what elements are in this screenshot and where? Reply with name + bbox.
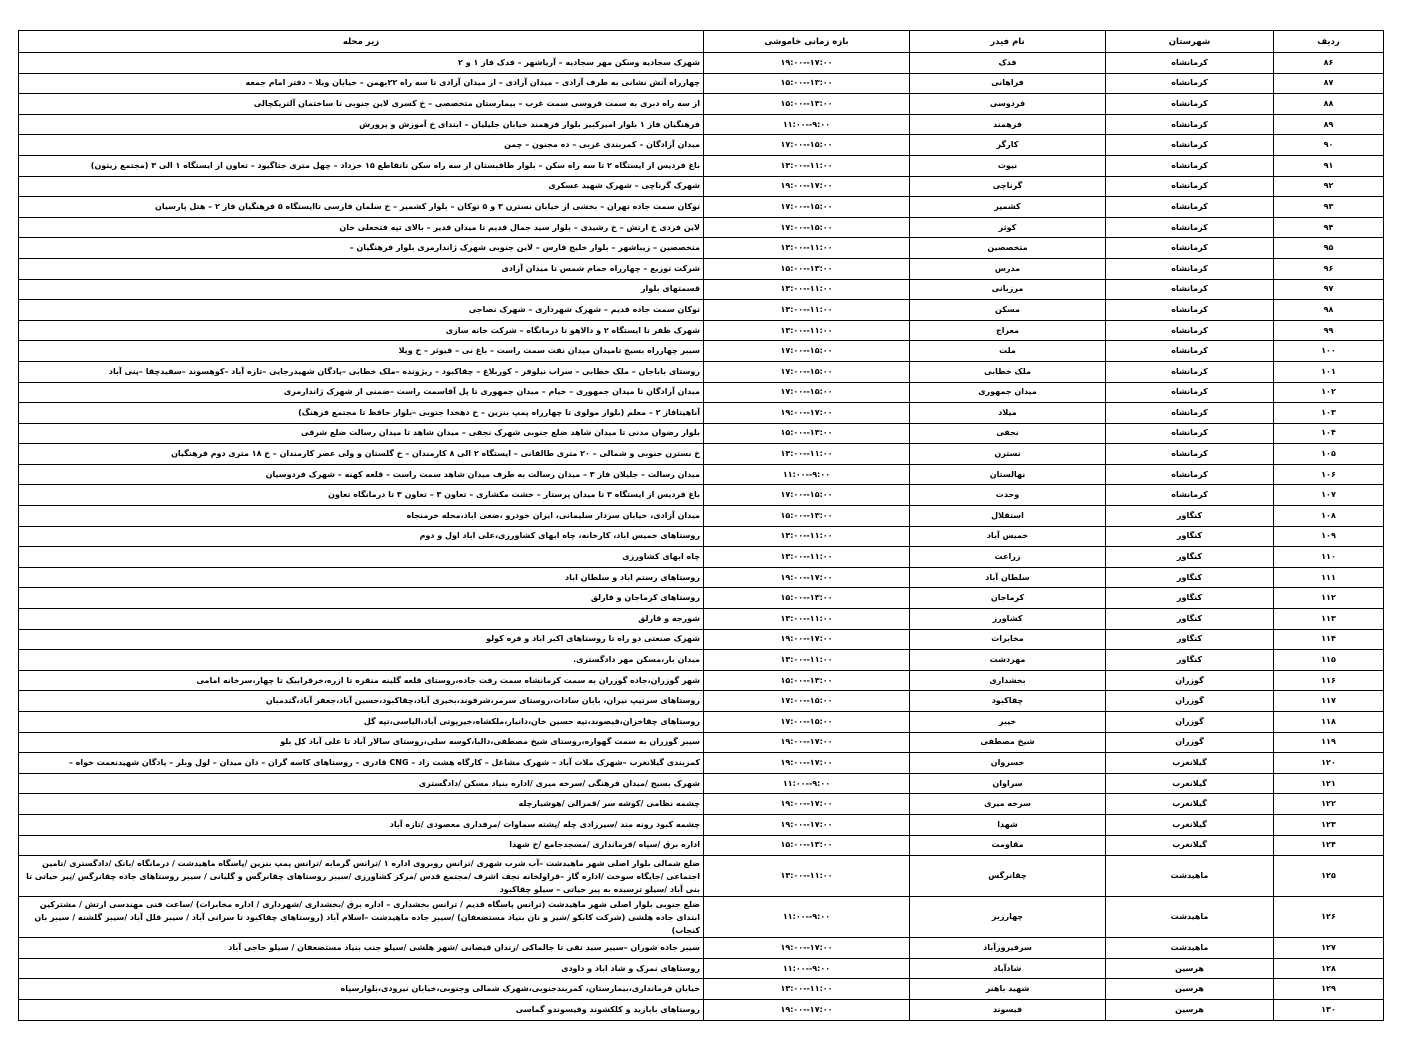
time-range-cell: ۱۹:۰۰--۱۷:۰۰ <box>704 732 910 753</box>
city-cell: کرمانشاه <box>1106 155 1274 176</box>
time-range-cell: ۱۱:۰۰--۹:۰۰ <box>704 464 910 485</box>
city-cell: کرمانشاه <box>1106 444 1274 465</box>
area-cell: سیبر جاده شوران –سیبر سید تقی تا جالماکی /زندان قیصانی /شهر هلشی /سیلو جنب بنیاد مستضعفان / سیلو حاجی آباد <box>19 938 704 959</box>
area-cell: روستاهای بابازید و کلکشوند وفیسوندو گماسی <box>19 999 704 1020</box>
time-range-cell: ۱۷:۰۰--۱۵:۰۰ <box>704 135 910 156</box>
feeder-cell: گرناچی <box>910 176 1106 197</box>
feeder-cell: زراعت <box>910 547 1106 568</box>
row-number-cell: ۹۷ <box>1274 279 1384 300</box>
row-number-cell: ۱۱۹ <box>1274 732 1384 753</box>
row-number-cell: ۱۲۰ <box>1274 753 1384 774</box>
row-number-cell: ۱۲۱ <box>1274 773 1384 794</box>
city-cell: کرمانشاه <box>1106 94 1274 115</box>
time-range-cell: ۱۳:۰۰--۱۱:۰۰ <box>704 444 910 465</box>
time-range-cell: ۱۵:۰۰--۱۳:۰۰ <box>704 506 910 527</box>
row-number-cell: ۹۱ <box>1274 155 1384 176</box>
feeder-cell: خسروان <box>910 753 1106 774</box>
table-row <box>19 464 1384 485</box>
row-number-cell: ۱۲۸ <box>1274 958 1384 979</box>
feeder-cell: سرخه میری <box>910 794 1106 815</box>
row-number-cell: ۸۸ <box>1274 94 1384 115</box>
row-number-cell: ۱۰۱ <box>1274 361 1384 382</box>
table-row <box>19 938 1384 959</box>
feeder-cell: فرهمند <box>910 114 1106 135</box>
area-cell: آناهیتافاز ۲ – معلم (بلوار مولوی تا چهارراه پمپ بنزین – خ دهخدا جنوبی –بلوار حافظ تا مجتمع فرهنگ) <box>19 403 704 424</box>
row-number-cell: ۸۹ <box>1274 114 1384 135</box>
table-row <box>19 320 1384 341</box>
city-cell: گوزران <box>1106 732 1274 753</box>
feeder-cell: کشمیر <box>910 197 1106 218</box>
time-range-cell: ۱۳:۰۰--۱۱:۰۰ <box>704 238 910 259</box>
time-range-cell: ۱۵:۰۰--۱۳:۰۰ <box>704 835 910 856</box>
feeder-cell: میدان جمهوری <box>910 382 1106 403</box>
row-number-cell: ۹۵ <box>1274 238 1384 259</box>
time-range-cell: ۱۵:۰۰--۱۳:۰۰ <box>704 73 910 94</box>
table-row <box>19 382 1384 403</box>
time-range-cell: ۱۳:۰۰--۱۱:۰۰ <box>704 609 910 630</box>
row-number-cell: ۱۲۵ <box>1274 856 1384 897</box>
area-cell: روستاهای خمیس اباد، کارخانه، چاه ابهای کشاورزی،علی اباد اول و دوم <box>19 526 704 547</box>
area-cell: توکان سمت جاده تهران – بخشی از خیابان نسترن ۳ و ۵ توکان – بلوار کشمیر – خ سلمان فارسی تاایستگاه ۵ فرهنگیان فاز ۲ – هتل پارسیان <box>19 197 704 218</box>
row-number-cell: ۱۱۳ <box>1274 609 1384 630</box>
time-range-cell: ۱۷:۰۰--۱۵:۰۰ <box>704 361 910 382</box>
time-range-cell: ۱۷:۰۰--۱۵:۰۰ <box>704 712 910 733</box>
city-cell: کرمانشاه <box>1106 403 1274 424</box>
header-city: شهرستان <box>1106 31 1274 53</box>
table-row <box>19 238 1384 259</box>
feeder-cell: مدرس <box>910 258 1106 279</box>
city-cell: گیلانغرب <box>1106 794 1274 815</box>
city-cell: کرمانشاه <box>1106 238 1274 259</box>
area-cell: فرهنگیان فاز ۱ بلوار امیرکبیر بلوار فرهمند خیابان جلیلیان – ابتدای خ آموزش و پرورش <box>19 114 704 135</box>
city-cell: کرمانشاه <box>1106 300 1274 321</box>
table-row <box>19 485 1384 506</box>
table-row <box>19 567 1384 588</box>
row-number-cell: ۱۰۶ <box>1274 464 1384 485</box>
time-range-cell: ۱۹:۰۰--۱۷:۰۰ <box>704 53 910 74</box>
city-cell: کرمانشاه <box>1106 361 1274 382</box>
row-number-cell: ۹۸ <box>1274 300 1384 321</box>
row-number-cell: ۱۱۸ <box>1274 712 1384 733</box>
city-cell: کنگاور <box>1106 609 1274 630</box>
table-row <box>19 979 1384 1000</box>
area-cell: خ نسترن جنوبی و شمالی – ۲۰ متری طالقانی – ایستگاه ۲ الی ۸ کارمندان – خ گلستان و ولی عصر کارمندان – خ ۱۸ متری دوم فرهنگیان <box>19 444 704 465</box>
feeder-cell: فردوسی <box>910 94 1106 115</box>
feeder-cell: فراهانی <box>910 73 1106 94</box>
table-row <box>19 712 1384 733</box>
city-cell: کنگاور <box>1106 567 1274 588</box>
header-time: بازه زمانی خاموشی <box>704 31 910 53</box>
area-cell: شهرک ظفر تا ایستگاه ۲ و دالاهو تا درمانگاه – شرکت خانه سازی <box>19 320 704 341</box>
city-cell: کرمانشاه <box>1106 197 1274 218</box>
area-cell: باغ فردیس از ایستگاه ۲ تا سه راه سکن – بلوار طاقبستان از سه راه سکن تاتقاطع ۱۵ خرداد – چهل متری جتاگیود – تعاون از ایستگاه ۱ الی ۳ (مجتمع زیتون) <box>19 155 704 176</box>
city-cell: کرمانشاه <box>1106 53 1274 74</box>
time-range-cell: ۱۵:۰۰--۱۳:۰۰ <box>704 258 910 279</box>
time-range-cell: ۱۹:۰۰--۱۷:۰۰ <box>704 938 910 959</box>
outage-schedule-sheet <box>18 30 1384 1021</box>
area-cell: شرکت توزیع – چهارراه حمام شمس تا میدان آزادی <box>19 258 704 279</box>
city-cell: کنگاور <box>1106 650 1274 671</box>
row-number-cell: ۱۰۷ <box>1274 485 1384 506</box>
row-number-cell: ۱۲۷ <box>1274 938 1384 959</box>
row-number-cell: ۱۲۳ <box>1274 814 1384 835</box>
table-row <box>19 958 1384 979</box>
row-number-cell: ۱۰۲ <box>1274 382 1384 403</box>
table-row <box>19 197 1384 218</box>
feeder-cell: مقاومت <box>910 835 1106 856</box>
table-row <box>19 856 1384 897</box>
row-number-cell: ۱۱۶ <box>1274 670 1384 691</box>
city-cell: کرمانشاه <box>1106 279 1274 300</box>
feeder-cell: سلطان آباد <box>910 567 1106 588</box>
time-range-cell: ۱۷:۰۰--۱۵:۰۰ <box>704 382 910 403</box>
time-range-cell: ۱۹:۰۰--۱۷:۰۰ <box>704 753 910 774</box>
city-cell: کنگاور <box>1106 506 1274 527</box>
table-row <box>19 814 1384 835</box>
city-cell: هرسین <box>1106 999 1274 1020</box>
feeder-cell: خیبر <box>910 712 1106 733</box>
table-row <box>19 547 1384 568</box>
header-feeder: نام فیدر <box>910 31 1106 53</box>
feeder-cell: بخشداری <box>910 670 1106 691</box>
table-row <box>19 53 1384 74</box>
table-row <box>19 114 1384 135</box>
area-cell: سیبر گوزران به سمت گهواره،روستای شیخ مصطفی،دالبا،کوسه سلی،روستای سالار آباد تا علی آباد کل بلو <box>19 732 704 753</box>
feeder-cell: چقاکبود <box>910 691 1106 712</box>
feeder-cell: سرفیروزآباد <box>910 938 1106 959</box>
area-cell: بلوار رضوان مدنی تا میدان شاهد ضلع جنوبی شهرک نجفی – میدان شاهد تا میدان رسالت ضلع شرقی <box>19 423 704 444</box>
row-number-cell: ۱۲۲ <box>1274 794 1384 815</box>
time-range-cell: ۱۷:۰۰--۱۵:۰۰ <box>704 341 910 362</box>
row-number-cell: ۱۲۴ <box>1274 835 1384 856</box>
area-cell: توکان سمت جاده قدیم – شهرک شهرداری – شهرک نصاجی <box>19 300 704 321</box>
area-cell: قسمتهای بلوار <box>19 279 704 300</box>
row-number-cell: ۹۰ <box>1274 135 1384 156</box>
area-cell: کمربندی گیلانغرب –شهرک ملات آباد – شهرک مشاغل – کارگاه هشت زاد – CNG قادری – روستاهای کاسه گران – دان میدان – لول وبلر – پادگان شهیدنعمت خواه – <box>19 753 704 774</box>
city-cell: کرمانشاه <box>1106 258 1274 279</box>
table-row <box>19 403 1384 424</box>
area-cell: میدان آزادگان تا میدان جمهوری – خیام – میدان جمهوری تا پل آقاسمت راست –ضمنی از شهرک ژاندارمری <box>19 382 704 403</box>
feeder-cell: کرماجان <box>910 588 1106 609</box>
feeder-cell: ملک خطابی <box>910 361 1106 382</box>
row-number-cell: ۱۰۵ <box>1274 444 1384 465</box>
row-number-cell: ۱۱۴ <box>1274 629 1384 650</box>
area-cell: میدان آزادگان – کمربندی غربی – ده مجنون – چمن <box>19 135 704 156</box>
feeder-cell: نجفی <box>910 423 1106 444</box>
table-row <box>19 176 1384 197</box>
feeder-cell: استقلال <box>910 506 1106 527</box>
city-cell: گوزران <box>1106 670 1274 691</box>
feeder-cell: کوثر <box>910 217 1106 238</box>
area-cell: چهارراه آتش نشانی به طرف آزادی – میدان آزادی – از میدان آزادی تا سه راه ۲۲بهمن – خیابان ویلا – دفتر امام جمعه <box>19 73 704 94</box>
area-cell: شهرک بسیج /میدان فرهنگی /سرخه میری /اداره بنیاد مسکن /دادگستری <box>19 773 704 794</box>
city-cell: کرمانشاه <box>1106 485 1274 506</box>
time-range-cell: ۱۹:۰۰--۱۷:۰۰ <box>704 794 910 815</box>
city-cell: کرمانشاه <box>1106 217 1274 238</box>
row-number-cell: ۱۰۸ <box>1274 506 1384 527</box>
row-number-cell: ۹۴ <box>1274 217 1384 238</box>
time-range-cell: ۱۵:۰۰--۱۳:۰۰ <box>704 670 910 691</box>
time-range-cell: ۱۳:۰۰--۱۱:۰۰ <box>704 650 910 671</box>
table-row <box>19 835 1384 856</box>
area-cell: شورجه و قارلق <box>19 609 704 630</box>
area-cell: روستاهای کرماجان و قارلق <box>19 588 704 609</box>
table-row <box>19 444 1384 465</box>
area-cell: اداره برق /سپاه /فرمانداری /مسجدجامع /خ شهدا <box>19 835 704 856</box>
area-cell: روستای باباجان – ملک خطابی – سراب نیلوفر – کوربلاغ – چقاکبود – ریژونده –ملک خطابی –پادگان شهیدرجایی –تازه آباد –کوهسوند –سفیدچقا –پنی آباد <box>19 361 704 382</box>
city-cell: کنگاور <box>1106 526 1274 547</box>
feeder-cell: میلاد <box>910 403 1106 424</box>
feeder-cell: مسکن <box>910 300 1106 321</box>
feeder-cell: نهالستان <box>910 464 1106 485</box>
time-range-cell: ۱۱:۰۰--۹:۰۰ <box>704 958 910 979</box>
table-row <box>19 526 1384 547</box>
area-cell: چاه ابهای کشاورزی <box>19 547 704 568</box>
time-range-cell: ۱۳:۰۰--۱۱:۰۰ <box>704 155 910 176</box>
time-range-cell: ۱۵:۰۰--۱۳:۰۰ <box>704 94 910 115</box>
city-cell: گوزران <box>1106 712 1274 733</box>
city-cell: کرمانشاه <box>1106 423 1274 444</box>
city-cell: ماهیدشت <box>1106 897 1274 938</box>
city-cell: کرمانشاه <box>1106 73 1274 94</box>
feeder-cell: شهید باهنر <box>910 979 1106 1000</box>
time-range-cell: ۱۵:۰۰--۱۳:۰۰ <box>704 423 910 444</box>
feeder-cell: متخصصین <box>910 238 1106 259</box>
area-cell: خیابان فرمانداری،بیمارستان، کمربندجنوبی،شهرک شمالی وجنوبی،خیابان نیرودی،بلوارسپاه <box>19 979 704 1000</box>
table-row <box>19 155 1384 176</box>
table-body <box>19 53 1384 1021</box>
row-number-cell: ۹۹ <box>1274 320 1384 341</box>
area-cell: روستاهای چقاخزان،قیصوند،تپه حسین خان،دانیار،ملکشاه،خیرپوتی آباد،الیاسی،تپه گل <box>19 712 704 733</box>
area-cell: شهرک صنعتی دو راه تا روستاهای اکبر اباد و فره کولو <box>19 629 704 650</box>
row-number-cell: ۱۱۱ <box>1274 567 1384 588</box>
city-cell: گیلانغرب <box>1106 814 1274 835</box>
time-range-cell: ۱۱:۰۰--۹:۰۰ <box>704 897 910 938</box>
city-cell: کنگاور <box>1106 588 1274 609</box>
feeder-cell: شهدا <box>910 814 1106 835</box>
time-range-cell: ۱۱:۰۰--۹:۰۰ <box>704 773 910 794</box>
time-range-cell: ۱۳:۰۰--۱۱:۰۰ <box>704 547 910 568</box>
table-row <box>19 217 1384 238</box>
time-range-cell: ۱۳:۰۰--۱۱:۰۰ <box>704 979 910 1000</box>
city-cell: گیلانغرب <box>1106 835 1274 856</box>
row-number-cell: ۱۱۵ <box>1274 650 1384 671</box>
table-row <box>19 732 1384 753</box>
row-number-cell: ۱۰۳ <box>1274 403 1384 424</box>
row-number-cell: ۱۳۰ <box>1274 999 1384 1020</box>
city-cell: گیلانغرب <box>1106 753 1274 774</box>
row-number-cell: ۱۱۲ <box>1274 588 1384 609</box>
table-row <box>19 135 1384 156</box>
city-cell: کرمانشاه <box>1106 135 1274 156</box>
area-cell: چشمه کبود رونه مند /سیرزادی چله /پشته سماوات /مرفداری معصودی /تازه آباد <box>19 814 704 835</box>
feeder-cell: فیسوند <box>910 999 1106 1020</box>
table-row <box>19 300 1384 321</box>
city-cell: ماهیدشت <box>1106 938 1274 959</box>
time-range-cell: ۱۹:۰۰--۱۷:۰۰ <box>704 814 910 835</box>
area-cell: لاین فردی خ ارتش – خ رشیدی – بلوار سید جمال قدیم تا میدان قدیر – بالای تپه فتحعلی خان <box>19 217 704 238</box>
header-area: زیر محله <box>19 31 704 53</box>
feeder-cell: ملت <box>910 341 1106 362</box>
table-row <box>19 279 1384 300</box>
row-number-cell: ۹۲ <box>1274 176 1384 197</box>
area-cell: روستاهای رستم اباد و سلطان اباد <box>19 567 704 588</box>
area-cell: میدان بار،مسکن مهر دادگستری. <box>19 650 704 671</box>
table-row <box>19 999 1384 1020</box>
row-number-cell: ۹۶ <box>1274 258 1384 279</box>
area-cell: ضلع جنوبی بلوار اصلی شهر ماهیدشت (ترانس پاسگاه قدیم / ترانس بخشداری – اداره برق /بخشداری /شهرداری / اداره مخابرات) /ساعت فنی مهندسی ارتش / مشترکین ابتدای جاده هلشی (شرکت کابکو /شیر و نان بنیاد مستضعفان) /سیبر جاده ماهیدشت –اسلام آباد (روستاهای چقاکبود تا سرانی آباد / سیبر قلل آباد /سیبر گلشنه / سیبر بان کنجاب) <box>19 897 704 938</box>
time-range-cell: ۱۹:۰۰--۱۷:۰۰ <box>704 176 910 197</box>
city-cell: کنگاور <box>1106 629 1274 650</box>
row-number-cell: ۱۱۰ <box>1274 547 1384 568</box>
row-number-cell: ۱۰۰ <box>1274 341 1384 362</box>
city-cell: هرسین <box>1106 958 1274 979</box>
time-range-cell: ۱۹:۰۰--۱۷:۰۰ <box>704 629 910 650</box>
table-row <box>19 361 1384 382</box>
table-row <box>19 506 1384 527</box>
feeder-cell: معراج <box>910 320 1106 341</box>
table-row <box>19 773 1384 794</box>
area-cell: میدان رسالت – جلیلان فاز ۳ – میدان رسالت به طرف میدان شاهد سمت راست – قلعه کهنه – شهرک فردوسیان <box>19 464 704 485</box>
time-range-cell: ۱۳:۰۰--۱۱:۰۰ <box>704 320 910 341</box>
feeder-cell: مهردشت <box>910 650 1106 671</box>
feeder-cell: سراوان <box>910 773 1106 794</box>
area-cell: روستاهای سرتیپ نیران، بابان سادات،روستای سرمر،شرفوند،بخیری آباد،چقاکبود،حسین آباد،جعفر آباد،گندمبان <box>19 691 704 712</box>
city-cell: هرسین <box>1106 979 1274 1000</box>
city-cell: گیلانغرب <box>1106 773 1274 794</box>
table-row <box>19 94 1384 115</box>
table-row <box>19 753 1384 774</box>
row-number-cell: ۱۰۴ <box>1274 423 1384 444</box>
row-number-cell: ۱۲۶ <box>1274 897 1384 938</box>
city-cell: کرمانشاه <box>1106 464 1274 485</box>
area-cell: شهر گوزران،جاده گوزران به سمت کرمانشاه سمت رفت جاده،روستای قلعه گلینه منقره تا ازره،خرقرابیک تا چهار،سرخانه امامی <box>19 670 704 691</box>
table-row <box>19 691 1384 712</box>
feeder-cell: فدک <box>910 53 1106 74</box>
feeder-cell: مخابرات <box>910 629 1106 650</box>
time-range-cell: ۱۳:۰۰--۱۱:۰۰ <box>704 526 910 547</box>
time-range-cell: ۱۳:۰۰--۱۱:۰۰ <box>704 856 910 897</box>
city-cell: کنگاور <box>1106 547 1274 568</box>
table-row <box>19 650 1384 671</box>
table-row <box>19 423 1384 444</box>
feeder-cell: چقانرگس <box>910 856 1106 897</box>
time-range-cell: ۱۷:۰۰--۱۵:۰۰ <box>704 197 910 218</box>
time-range-cell: ۱۵:۰۰--۱۳:۰۰ <box>704 588 910 609</box>
table-row <box>19 588 1384 609</box>
city-cell: کرمانشاه <box>1106 176 1274 197</box>
time-range-cell: ۱۹:۰۰--۱۷:۰۰ <box>704 403 910 424</box>
city-cell: کرمانشاه <box>1106 382 1274 403</box>
feeder-cell: مرزبانی <box>910 279 1106 300</box>
feeder-cell: کارگر <box>910 135 1106 156</box>
table-row <box>19 897 1384 938</box>
table-row <box>19 629 1384 650</box>
time-range-cell: ۱۱:۰۰--۹:۰۰ <box>704 114 910 135</box>
row-number-cell: ۹۳ <box>1274 197 1384 218</box>
row-number-cell: ۱۱۷ <box>1274 691 1384 712</box>
time-range-cell: ۱۹:۰۰--۱۷:۰۰ <box>704 999 910 1020</box>
header-row-number: ردیف <box>1274 31 1384 53</box>
table-row <box>19 609 1384 630</box>
row-number-cell: ۱۰۹ <box>1274 526 1384 547</box>
area-cell: میدان آزادی، خیابان سردار سلیمانی، ایران خودرو ،ضعی اباد،محله خرمنجاه <box>19 506 704 527</box>
feeder-cell: نسترن <box>910 444 1106 465</box>
feeder-cell: نیوت <box>910 155 1106 176</box>
feeder-cell: شادآباد <box>910 958 1106 979</box>
feeder-cell: وحدت <box>910 485 1106 506</box>
area-cell: باغ فردیس از ایستگاه ۳ تا میدان پرستار – خشت مکشاری – تعاون ۳ – تعاون ۳ تا درمانگاه تعاون <box>19 485 704 506</box>
area-cell: شهرک گرناچی – شهرک شهید عسکری <box>19 176 704 197</box>
area-cell: ضلع شمالی بلوار اصلی شهر ماهیدشت –آب شرب شهری /ترانس روبروی اداره ۱ /ترانس گرمابه /ترانس پمپ بنزین /پاسگاه ماهیدشت / درمانگاه /بانک /دادگستری /تامین اجتماعی /جایگاه سوخت /اداره گاز –قراولخانه نجف اشرف /مجتمع قدس /مرکز کشاورزی /سیبر روستاهای چقانرگس و گلیانی / سیبر روستاهای جاده چقانرگس /پیر حیاتی تا بنی آباد /سیلو ترسیده به پیر حیاتی – سیلو چقاکبود <box>19 856 704 897</box>
outage-table <box>18 30 1384 1021</box>
city-cell: کرمانشاه <box>1106 114 1274 135</box>
city-cell: گوزران <box>1106 691 1274 712</box>
time-range-cell: ۱۳:۰۰--۱۱:۰۰ <box>704 279 910 300</box>
row-number-cell: ۱۲۹ <box>1274 979 1384 1000</box>
area-cell: چشمه نظامی /کوشه سر /قمرالی /هوشیارچله <box>19 794 704 815</box>
row-number-cell: ۸۶ <box>1274 53 1384 74</box>
time-range-cell: ۱۷:۰۰--۱۵:۰۰ <box>704 691 910 712</box>
city-cell: کرمانشاه <box>1106 320 1274 341</box>
feeder-cell: شیخ مصطفی <box>910 732 1106 753</box>
area-cell: از سه راه دبری به سمت فروسی سمت غرب – بیمارستان متخصصی – خ کسری لاین جنوبی تا ساختمان آلتریکچالی <box>19 94 704 115</box>
city-cell: ماهیدشت <box>1106 856 1274 897</box>
row-number-cell: ۸۷ <box>1274 73 1384 94</box>
area-cell: شهرک سجادیه وسکن مهر سجادیه – آریاشهر – فدک فاز ۱ و ۲ <box>19 53 704 74</box>
area-cell: سیبر چهارراه بسیج تامیدان میدان نفت سمت راست – باغ نی – فیوثر – خ ویلا <box>19 341 704 362</box>
area-cell: روستاهای نمرک و شاد اباد و داودی <box>19 958 704 979</box>
area-cell: متخصصین – زیباشهر – بلوار خلیج فارس – لاین جنوبی شهرک ژاندارمری بلوار فرهنگیان – <box>19 238 704 259</box>
feeder-cell: خمیس آباد <box>910 526 1106 547</box>
table-row <box>19 258 1384 279</box>
table-row <box>19 794 1384 815</box>
feeder-cell: کشاورز <box>910 609 1106 630</box>
city-cell: کرمانشاه <box>1106 341 1274 362</box>
time-range-cell: ۱۹:۰۰--۱۷:۰۰ <box>704 567 910 588</box>
time-range-cell: ۱۷:۰۰--۱۵:۰۰ <box>704 217 910 238</box>
table-row <box>19 670 1384 691</box>
table-row <box>19 341 1384 362</box>
header-row <box>19 31 1384 53</box>
time-range-cell: ۱۷:۰۰--۱۵:۰۰ <box>704 485 910 506</box>
feeder-cell: چهارزبر <box>910 897 1106 938</box>
time-range-cell: ۱۳:۰۰--۱۱:۰۰ <box>704 300 910 321</box>
table-row <box>19 73 1384 94</box>
